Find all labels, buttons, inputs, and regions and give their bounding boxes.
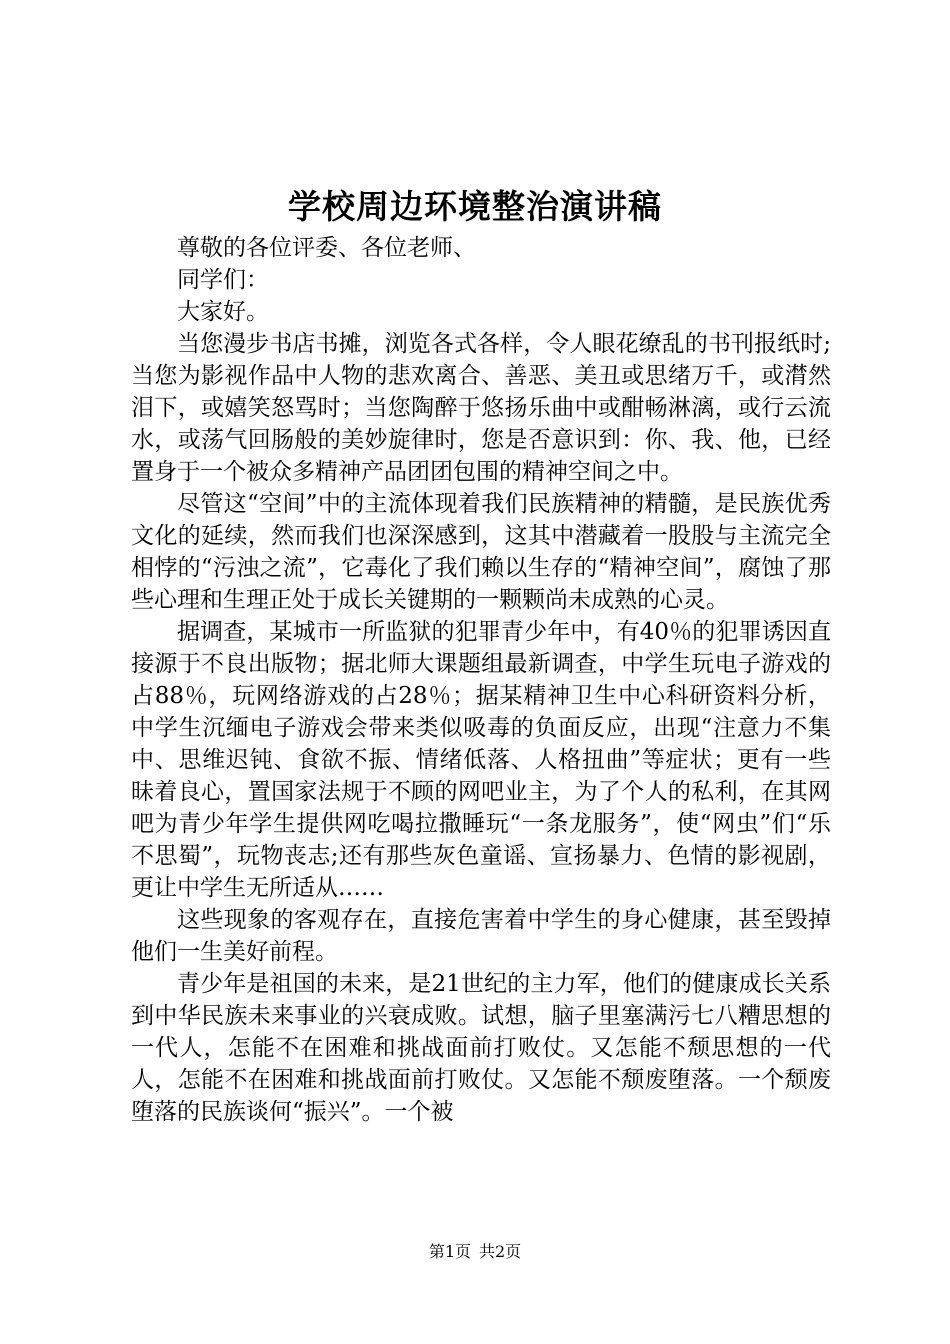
page-footer: [0, 1240, 950, 1264]
body-paragraph: 当您漫步书店书摊，浏览各式各样，令人眼花缭乱的书刊报纸时;当您为影视作品中人物的悲欢离合、善恶、美丑或思绪万千，或潸然泪下，或嬉笑怒骂时；当您陶醉于悠扬乐曲中或酣畅淋漓，或行云流水，或荡气回肠般的美妙旋律时，您是否意识到：你、我、他，已经置身于一个被众多精神产品团团包围的精神空间之中。: [131, 331, 831, 485]
salutation-line-2: 同学们：: [177, 267, 269, 293]
salutation-line-1: 尊敬的各位评委、各位老师、: [177, 235, 476, 261]
page-number-total: 共2页: [479, 1242, 522, 1261]
body-paragraph: 这些现象的客观存在，直接危害着中学生的身心健康，甚至毁掉他们一生美好前程。: [131, 907, 831, 965]
document-title: 学校周边环境整治演讲稿: [288, 187, 662, 226]
document-body: [131, 232, 831, 1128]
page-number-current: 第1页: [428, 1242, 471, 1261]
body-paragraph: 据调查，某城市一所监狱的犯罪青少年中，有40％的犯罪诱因直接源于不良出版物；据北师大课题组最新调查，中学生玩电子游戏的占88％，玩网络游戏的占28％；据某精神卫生中心科研资料分析，中学生沉缅电子游戏会带来类似吸毒的负面反应，出现“注意力不集中、思维迟钝、食欲不振、情绪低落、人格扭曲”等症状；更有一些昧着良心，置国家法规于不顾的网吧业主，为了个人的私利，在其网吧为青少年学生提供网吃喝拉撒睡玩“一条龙服务”，使“网虫”们“乐不思蜀”，玩物丧志;还有那些灰色童谣、宣扬暴力、色情的影视剧，更让中学生无所适从……: [131, 619, 831, 901]
body-paragraph: 尽管这“空间”中的主流体现着我们民族精神的精髓，是民族优秀文化的延续，然而我们也深深感到，这其中潜藏着一股股与主流完全相悖的“污浊之流”，它毒化了我们赖以生存的“精神空间”，腐蚀了那些心理和生理正处于成长关键期的一颗颗尚未成熟的心灵。: [131, 491, 831, 613]
greeting-line: 大家好。: [177, 299, 269, 325]
body-paragraph: 青少年是祖国的未来，是21世纪的主力军，他们的健康成长关系到中华民族未来事业的兴衰成败。试想，脑子里塞满污七八糟思想的一代人，怎能不在困难和挑战面前打败仗。又怎能不颓思想的一代人，怎能不在困难和挑战面前打败仗。又怎能不颓废堕落。一个颓废堕落的民族谈何“振兴”。一个被: [131, 971, 831, 1125]
